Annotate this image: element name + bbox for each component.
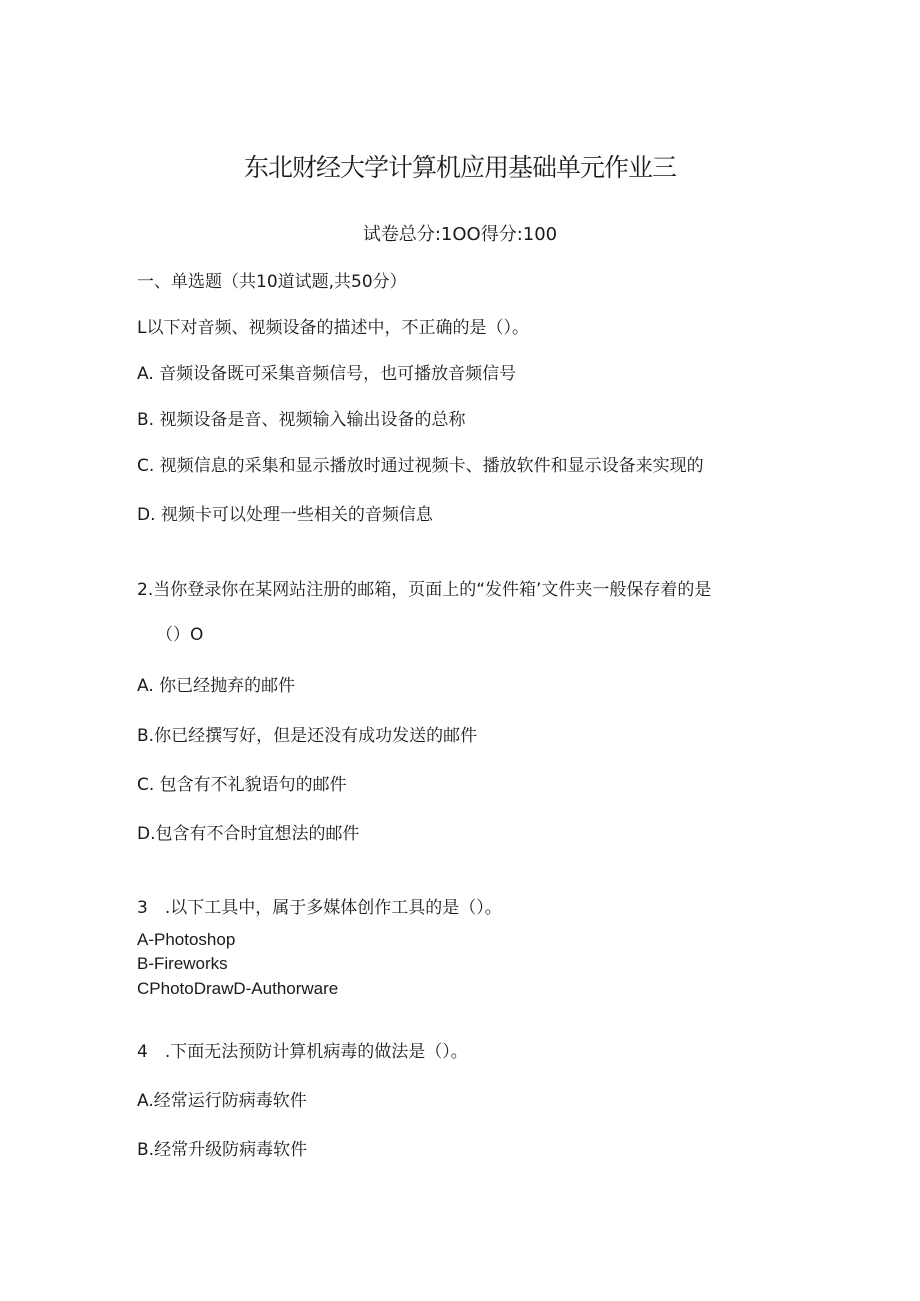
document-title: 东北财经大学计算机应用基础单元作业三 xyxy=(243,153,676,182)
question-2-option-b: B.你已经撰写好，但是还没有成功发送的邮件 xyxy=(137,726,478,746)
question-3-option-c-d: CPhotoDrawD-Authorware xyxy=(137,979,339,998)
question-4-option-b: B.经常升级防病毒软件 xyxy=(137,1140,308,1160)
question-4-option-a: A.经常运行防病毒软件 xyxy=(137,1091,307,1111)
question-2-stem: 2.当你登录你在某网站注册的邮箱，页面上的“发件箱’文件夹一般保存着的是 xyxy=(137,580,712,600)
question-1-option-c: C. 视频信息的采集和显示播放时通过视频卡、播放软件和显示设备来实现的 xyxy=(137,456,704,476)
question-2-option-d: D.包含有不合时宜想法的邮件 xyxy=(137,824,360,844)
question-2-stem-continued: （）O xyxy=(156,625,204,645)
question-1-option-a: A. 音频设备既可采集音频信号，也可播放音频信号 xyxy=(137,364,517,384)
question-2-option-a: A. 你已经抛弃的邮件 xyxy=(137,676,296,696)
question-3-stem: 3 .以下工具中，属于多媒体创作工具的是（）。 xyxy=(137,898,502,918)
score-line: 试卷总分:1OO得分:100 xyxy=(362,224,558,245)
question-3-option-b: B-Fireworks xyxy=(137,954,228,973)
question-4-stem: 4 .下面无法预防计算机病毒的做法是（）。 xyxy=(137,1042,468,1062)
question-1-option-d: D. 视频卡可以处理一些相关的音频信息 xyxy=(137,505,433,525)
question-3-option-a: A-Photoshop xyxy=(137,930,236,949)
question-1-option-b: B. 视频设备是音、视频输入输出设备的总称 xyxy=(137,410,466,430)
section-heading: 一、单选题（共10道试题,共50分） xyxy=(137,272,407,292)
question-1-stem: L以下对音频、视频设备的描述中，不正确的是（）。 xyxy=(137,318,529,338)
question-2-option-c: C. 包含有不礼貌语句的邮件 xyxy=(137,775,347,795)
